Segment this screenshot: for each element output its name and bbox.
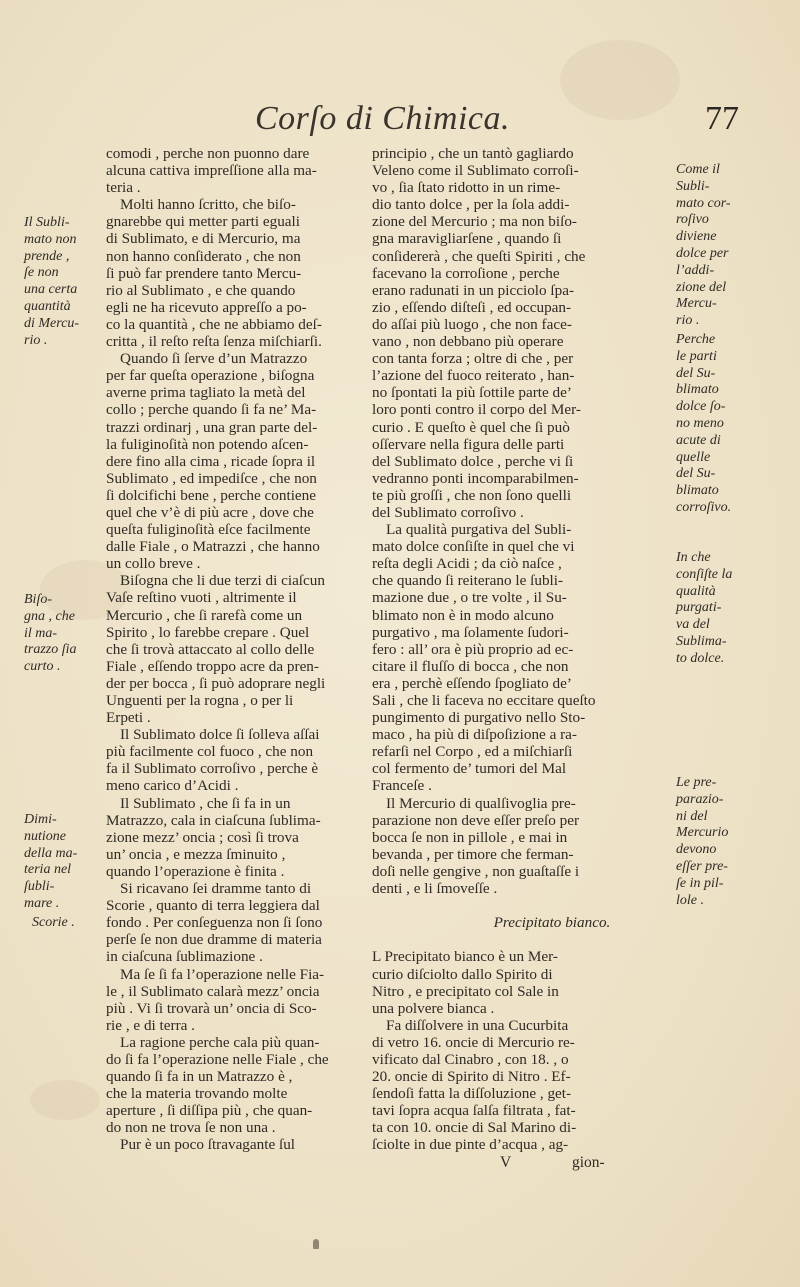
text-line: tavi ſopra acqua ſalſa filtrata , fat- bbox=[372, 1102, 576, 1120]
text-line: parazione non deve eſſer preſo per bbox=[372, 811, 580, 829]
text-line: quel che v’è di più acre , dove che bbox=[106, 503, 314, 521]
margin-note-line: dolce per bbox=[676, 245, 729, 261]
text-line: blimato non è in modo alcuno bbox=[372, 606, 554, 624]
margin-note-line: Le pre- bbox=[676, 775, 717, 790]
text-line: queſta fuliginoſità eſce facilmente bbox=[106, 521, 311, 539]
text-line: Sali , che li faceva no eccitare queſto bbox=[372, 692, 596, 709]
margin-note-left-4 bbox=[32, 915, 112, 932]
text-line: comodi , perche non puonno dare bbox=[106, 145, 310, 162]
text-line: Il Mercurio di qualſivoglia pre- bbox=[386, 794, 576, 812]
margin-note-line: va del bbox=[676, 617, 710, 633]
margin-note-line: rio . bbox=[24, 332, 48, 348]
text-line: che la materia trovando molte bbox=[106, 1085, 288, 1103]
text-line: in ciaſcuna ſublimazione . bbox=[106, 948, 263, 966]
text-line: reſta degli Acidi ; da ciò naſce , bbox=[372, 555, 562, 573]
text-line: pungimento di purgativo nello Sto- bbox=[372, 709, 586, 727]
left-text-column bbox=[106, 145, 364, 1154]
text-line: co la quantità , che ne abbiamo deſ- bbox=[106, 315, 322, 333]
text-line: egli ne ha ricevuto appreſſo a po- bbox=[106, 298, 307, 316]
text-line: do non ne trova ſe non una . bbox=[106, 1119, 276, 1137]
text-line: trazzi ordinarj , una gran parte del- bbox=[106, 418, 318, 436]
text-line: do aſſai più luogo , che non face- bbox=[372, 315, 572, 333]
catchword: gion- bbox=[572, 1153, 605, 1171]
text-line: vano , non debbano più operare bbox=[372, 333, 564, 351]
margin-note-line: quantità bbox=[24, 298, 71, 314]
text-line: l’azione del fuoco reiterato , han- bbox=[372, 367, 575, 385]
margin-note-line: del Su- bbox=[676, 365, 716, 381]
text-line: una polvere bianca . bbox=[372, 999, 495, 1017]
margin-note-line: zione del bbox=[676, 279, 727, 295]
text-line: perſe ſe non due dramme di materia bbox=[106, 931, 322, 949]
margin-note-line: conſiſte la bbox=[676, 566, 733, 582]
text-line: Molti hanno ſcritto, che biſo- bbox=[120, 196, 296, 214]
page-number: 77 bbox=[705, 100, 739, 137]
margin-note-line: della ma- bbox=[24, 845, 78, 861]
text-line: col fermento de’ tumori del Mal bbox=[372, 760, 567, 778]
text-line: con tanta forza ; oltre di che , per bbox=[372, 350, 574, 368]
text-line: del Sublimato dolce , perche vi ſi bbox=[372, 452, 574, 470]
margin-note-right-1 bbox=[676, 162, 786, 330]
margin-note-line: qualità bbox=[676, 583, 716, 599]
text-line: Ma ſe ſi fa l’operazione nelle Fia- bbox=[120, 965, 325, 983]
margin-note-line: Mercurio bbox=[676, 825, 729, 841]
margin-note-line: acute di bbox=[676, 432, 721, 448]
margin-note-line: dolce ſo- bbox=[676, 399, 726, 415]
text-line: Mercurio , che ſi rarefà come un bbox=[106, 606, 303, 624]
margin-note-right-4 bbox=[676, 775, 786, 909]
text-line: rio al Sublimato , e che quando bbox=[106, 281, 296, 299]
text-line: Il Sublimato dolce ſi ſolleva aſſai bbox=[120, 726, 320, 744]
margin-note-line: il ma- bbox=[24, 625, 58, 641]
text-line: ſi può far prendere tanto Mercu- bbox=[106, 264, 302, 282]
text-line: vedranno ponti incomparabilmen- bbox=[372, 469, 579, 487]
signature-mark: V bbox=[500, 1153, 512, 1171]
margin-note-line: mare . bbox=[24, 895, 60, 911]
text-line: te più groſſi , che non ſono quelli bbox=[372, 486, 572, 504]
text-line: Spirito , lo farebbe crepare . Quel bbox=[106, 623, 310, 641]
text-line: dio tanto dolce , per la ſola addi- bbox=[372, 196, 570, 214]
text-line: ta con 10. oncie di Sal Marino di- bbox=[372, 1119, 577, 1137]
margin-note-line: parazio- bbox=[676, 791, 724, 807]
margin-note-line: gna , che bbox=[24, 608, 75, 624]
text-line: rie , e di terra . bbox=[106, 1016, 195, 1034]
margin-note-line: blimato bbox=[676, 382, 719, 398]
text-line: Sublimato , ed impediſce , che non bbox=[106, 469, 317, 487]
text-line: più . Vi ſi trovarà un’ oncia di Sco- bbox=[106, 999, 317, 1017]
margin-note-line: una certa bbox=[24, 282, 78, 298]
text-line: la fuliginoſità non potendo aſcen- bbox=[106, 435, 309, 453]
text-line: L Precipitato bianco è un Mer- bbox=[372, 948, 558, 966]
text-line: La ragione perche cala più quan- bbox=[120, 1033, 320, 1051]
margin-note-line: ſubli- bbox=[24, 879, 55, 895]
text-line: ſi dolcifichi bene , perche contiene bbox=[106, 486, 316, 504]
text-line: del Sublimato corroſivo . bbox=[372, 503, 524, 521]
margin-note-right-3 bbox=[676, 550, 786, 668]
margin-note-line: no meno bbox=[676, 415, 724, 431]
margin-note-line: to dolce. bbox=[676, 650, 725, 666]
margin-note-line: mato cor- bbox=[676, 195, 731, 211]
margin-note-line: ſe in pil- bbox=[676, 875, 724, 891]
margin-note-line: l’addi- bbox=[676, 262, 715, 278]
text-line: quando ſi fa in un Matrazzo è , bbox=[106, 1068, 293, 1086]
text-line: Quando ſi ſerve d’un Matrazzo bbox=[120, 350, 308, 368]
margin-note-line: roſivo bbox=[676, 212, 709, 228]
text-line: La qualità purgativa del Subli- bbox=[386, 521, 572, 539]
text-line: purgativo , ma ſolamente ſudori- bbox=[372, 623, 569, 641]
margin-note-line: Come il bbox=[676, 162, 720, 177]
margin-note-line: devono bbox=[676, 842, 717, 858]
text-line: Nitro , e precipitato col Sale in bbox=[372, 982, 559, 1000]
text-line: Pur è un poco ſtravagante ſul bbox=[120, 1136, 296, 1154]
text-line: Si ricavano ſei dramme tanto di bbox=[120, 880, 312, 898]
text-line: le , il Sublimato calarà mezz’ oncia bbox=[106, 982, 320, 1000]
text-line: Matrazzo, cala in ciaſcuna ſublima- bbox=[106, 811, 321, 829]
margin-note-line: In che bbox=[676, 550, 711, 565]
text-line: Franceſe . bbox=[372, 777, 432, 795]
text-line: erano radunati in un picciolo ſpa- bbox=[372, 281, 575, 299]
text-line: collo ; perche quando ſi fa ne’ Ma- bbox=[106, 401, 317, 419]
margin-note-line: Subli- bbox=[676, 178, 710, 194]
margin-note-line: corroſivo. bbox=[676, 499, 732, 515]
text-line: fondo . Per conſeguenza non ſi ſono bbox=[106, 914, 323, 932]
text-line: critta , il reſto reſta ſenza miſchiarſi. bbox=[106, 333, 322, 351]
text-line: loro ponti contro il corpo del Mer- bbox=[372, 401, 581, 419]
text-line: vo , ſia ſtato ridotto in un rime- bbox=[372, 179, 561, 197]
text-line: meno carico d’Acidi . bbox=[106, 777, 239, 795]
margin-note-left-3 bbox=[24, 812, 104, 913]
text-line: vificato dal Cinabro , con 18. , o bbox=[372, 1050, 569, 1068]
text-line: mazione due , o tre volte , il Su- bbox=[372, 589, 567, 607]
text-line: un collo breve . bbox=[106, 555, 201, 573]
margin-note-line: Sublima- bbox=[676, 633, 727, 649]
margin-note-line: nutione bbox=[24, 828, 66, 844]
text-line: doſi nelle gengive , non guaſtaſſe i bbox=[372, 862, 580, 880]
text-line: denti , e li ſmoveſſe . bbox=[372, 880, 498, 898]
text-line: curio . E queſto è quel che ſi può bbox=[372, 418, 570, 436]
text-line: bocca ſe non in pillole , e mai in bbox=[372, 828, 568, 846]
text-line: Erpeti . bbox=[106, 709, 151, 727]
text-line: Il Sublimato , che ſi fa in un bbox=[120, 794, 291, 812]
ink-mark bbox=[313, 1239, 319, 1249]
text-line: averne prima tagliato la metà del bbox=[106, 384, 306, 402]
text-line: principio , che un tantò gagliardo bbox=[372, 145, 574, 162]
text-line: alcuna cattiva impreſſione alla ma- bbox=[106, 162, 317, 180]
margin-note-line: le parti bbox=[676, 348, 717, 364]
text-line: mato dolce conſiſte in quel che vi bbox=[372, 538, 575, 556]
margin-note-line: prende , bbox=[24, 248, 70, 264]
text-line: che ſi trovà attaccato al collo delle bbox=[106, 640, 315, 658]
text-line: ſciolte in due pinte d’acqua , ag- bbox=[372, 1136, 569, 1154]
text-line: fero : all’ ora è più proprio ad ec- bbox=[372, 640, 574, 658]
text-line: Veleno come il Sublimato corroſi- bbox=[372, 162, 579, 180]
margin-note-line: rio . bbox=[676, 313, 700, 329]
section-heading: Precipitato bianco. bbox=[493, 914, 611, 932]
margin-note-line: purgati- bbox=[676, 600, 722, 616]
text-line: maco , ha più di diſpoſizione a ra- bbox=[372, 726, 577, 744]
right-text-column bbox=[372, 145, 662, 1171]
text-line: Biſogna che li due terzi di ciaſcun bbox=[120, 572, 325, 590]
text-line: ſendoſi fatta la diſſoluzione , get- bbox=[372, 1085, 572, 1103]
text-line: zione mezz’ oncia ; così ſi trova bbox=[106, 828, 299, 846]
margin-note-line: eſſer pre- bbox=[676, 858, 728, 874]
margin-note-line: Dimi- bbox=[24, 812, 57, 827]
margin-note-line: ſe non bbox=[24, 265, 59, 281]
text-line: Fa diſſolvere in una Cucurbita bbox=[386, 1016, 569, 1034]
text-line: un’ oncia , e mezza ſminuito , bbox=[106, 845, 286, 863]
margin-note-line: Biſo- bbox=[24, 592, 52, 607]
margin-note-line: Perche bbox=[676, 332, 716, 347]
text-line: zio , eſſendo diſteſi , ed occupan- bbox=[372, 298, 572, 316]
text-line: dalle Fiale , o Matrazzi , che hanno bbox=[106, 538, 320, 556]
text-line: era , perchè eſſendo ſpogliato de’ bbox=[372, 674, 572, 692]
margin-note-line: blimato bbox=[676, 483, 719, 499]
text-line: Unguenti per la rogna , o per li bbox=[106, 692, 294, 709]
running-title: Corſo di Chimica. bbox=[255, 100, 511, 137]
margin-note-left-1 bbox=[24, 215, 104, 349]
margin-note-line: Il Subli- bbox=[24, 215, 70, 230]
text-line: oſſervare nella figura delle parti bbox=[372, 435, 565, 453]
text-line: teria . bbox=[106, 179, 141, 197]
margin-note-line: teria nel bbox=[24, 862, 72, 878]
text-line: fa il Sublimato corroſivo , perche è bbox=[106, 760, 319, 778]
text-line: Fiale , eſſendo troppo acre da pren- bbox=[106, 657, 319, 675]
text-line: bevanda , per timore che ferman- bbox=[372, 845, 574, 863]
text-line: do ſi fa l’operazione nelle Fiale , che bbox=[106, 1050, 329, 1068]
text-line: per far queſta operazione , biſogna bbox=[106, 367, 315, 385]
margin-note-line: ni del bbox=[676, 808, 708, 824]
text-line: Scorie , quanto di terra leggiera dal bbox=[106, 897, 320, 915]
text-line: gnarebbe qui metter parti eguali bbox=[106, 213, 300, 231]
text-line: di Sublimato, e di Mercurio, ma bbox=[106, 230, 301, 248]
text-line: dere fino alla cima , ricade ſopra il bbox=[106, 452, 316, 470]
text-line: refarſi nel Corpo , ed a miſchiarſi bbox=[372, 743, 573, 761]
margin-note-line: del Su- bbox=[676, 466, 716, 482]
text-line: di vetro 16. oncie di Mercurio re- bbox=[372, 1033, 575, 1051]
text-line: curio diſciolto dallo Spirito di bbox=[372, 965, 553, 983]
margin-note-line: Mercu- bbox=[676, 296, 717, 312]
margin-note-line: trazzo ſia bbox=[24, 642, 77, 658]
text-line: che quando ſi reiterano le ſubli- bbox=[372, 572, 564, 590]
text-line: conſidererà , che queſti Spiriti , che bbox=[372, 247, 586, 265]
text-line: der per bocca , ſi può adoprare negli bbox=[106, 674, 326, 692]
text-line: aperture , ſi diſſipa più , che quan- bbox=[106, 1102, 313, 1120]
text-line: non hanno conſiderato , che non bbox=[106, 247, 301, 265]
text-line: no ſpontati la più ſottile parte de’ bbox=[372, 384, 572, 402]
margin-note-line: lole . bbox=[676, 892, 704, 908]
margin-note-line: curto . bbox=[24, 659, 61, 675]
margin-note-line: quelle bbox=[676, 449, 711, 465]
margin-note-line: di Mercu- bbox=[24, 315, 80, 331]
margin-note-line: mato non bbox=[24, 231, 77, 247]
text-line: facevano la corroſione , perche bbox=[372, 264, 560, 282]
margin-note-line: diviene bbox=[676, 229, 717, 245]
text-line: quando l’operazione è finita . bbox=[106, 862, 285, 880]
text-line: citare il fluſſo di bocca , che non bbox=[372, 657, 569, 675]
text-line: più facilmente col fuoco , che non bbox=[106, 743, 314, 761]
text-line: gna maravigliarſene , quando ſi bbox=[372, 230, 562, 248]
text-line: 20. oncie di Spirito di Nitro . Ef- bbox=[372, 1068, 571, 1086]
margin-note-right-2 bbox=[676, 332, 786, 517]
signature-line bbox=[372, 1154, 662, 1171]
margin-note-left-2 bbox=[24, 592, 104, 676]
text-line: Vaſe reſtino vuoti , altrimente il bbox=[106, 589, 297, 607]
text-line: zione del Mercurio ; ma non biſo- bbox=[372, 213, 577, 231]
margin-note-line: Scorie . bbox=[32, 915, 75, 930]
